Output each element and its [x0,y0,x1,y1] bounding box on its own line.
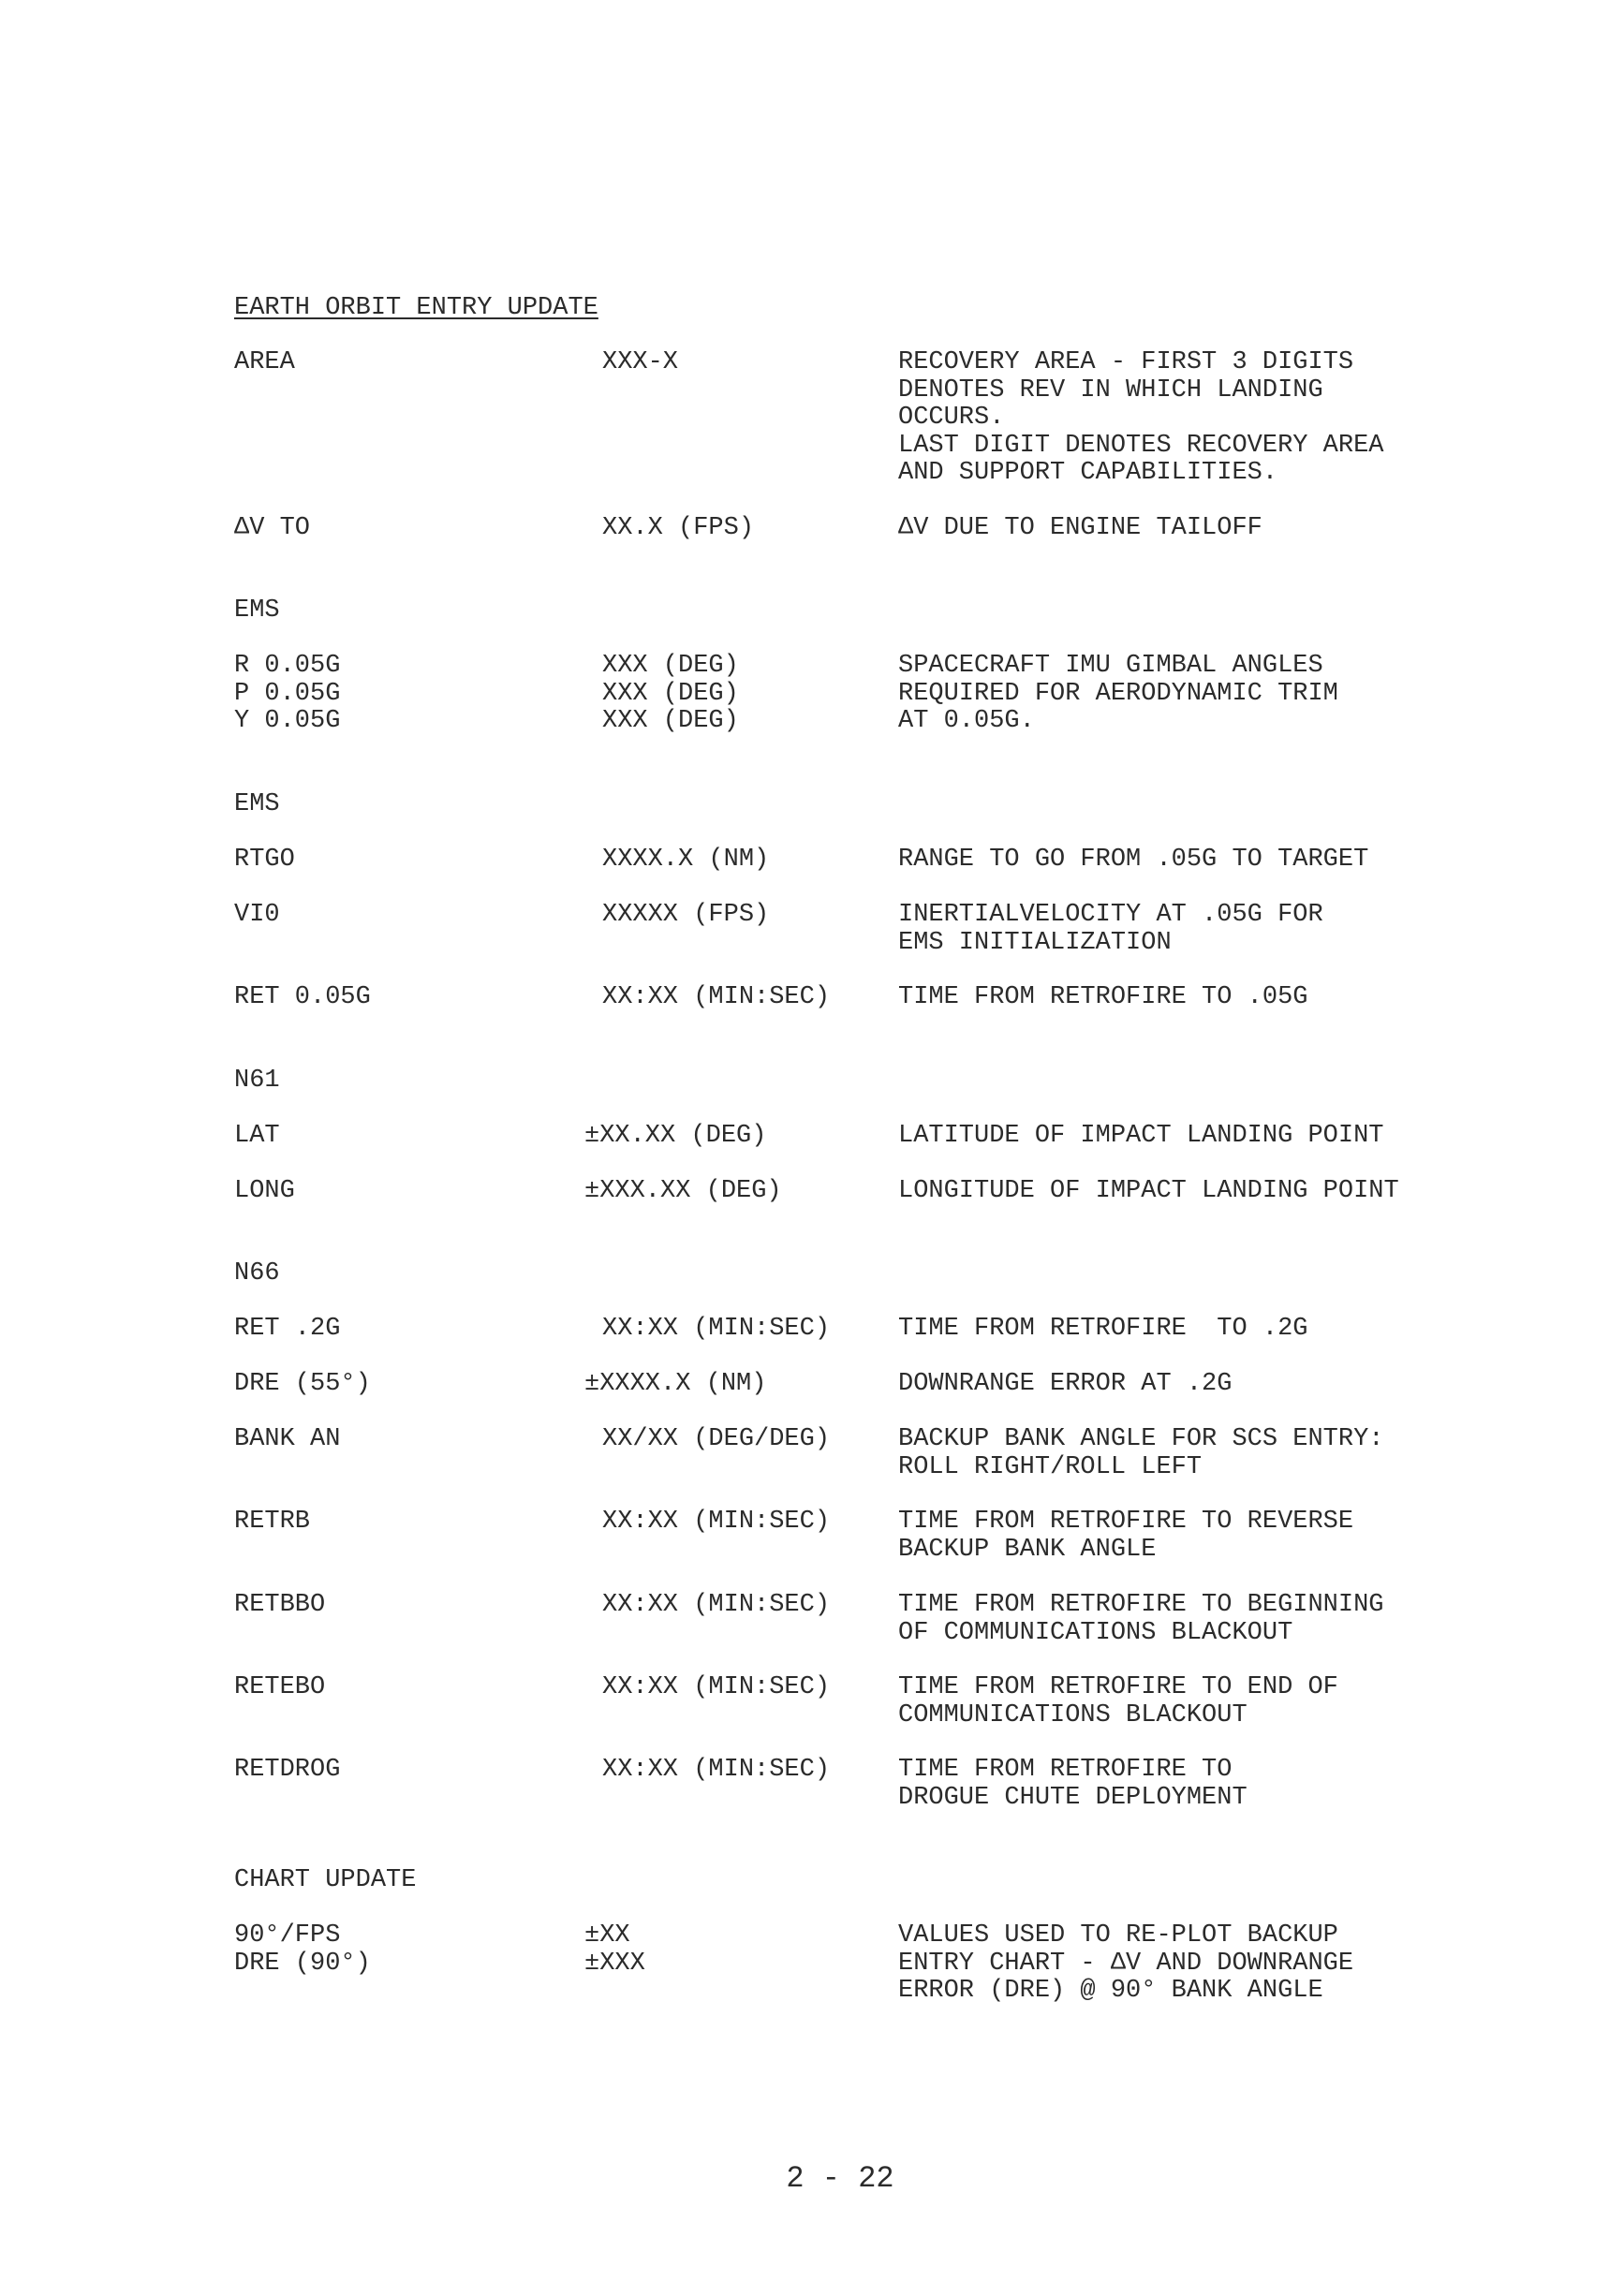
row-retrb-desc: TIME FROM RETROFIRE TO REVERSE BACKUP BANK ANGLE [898,1508,1354,1564]
row-retebo-desc: TIME FROM RETROFIRE TO END OF COMMUNICATIONS BLACKOUT [898,1673,1338,1729]
row-rtgo-label: RTGO [234,846,295,874]
row-retrb-label: RETRB [234,1508,311,1536]
row-lat-desc: LATITUDE OF IMPACT LANDING POINT [898,1122,1384,1150]
row-retbbo-desc: TIME FROM RETROFIRE TO BEGINNING OF COMMUNICATIONS BLACKOUT [898,1591,1384,1647]
row-ret-005g-desc: TIME FROM RETROFIRE TO .05G [898,983,1308,1011]
row-dre-55-desc: DOWNRANGE ERROR AT .2G [898,1370,1233,1398]
row-lat-label: LAT [234,1122,280,1150]
section-heading-ems-2: EMS [234,790,280,818]
row-dre-55-value: ±XXXX.X (NM) [584,1370,767,1398]
page-number: 2 - 22 [786,2161,894,2196]
row-vi0-desc: INERTIALVELOCITY AT .05G FOR EMS INITIALIZATION [898,901,1323,957]
row-bank-an-value: XX/XX (DEG/DEG) [602,1425,831,1453]
row-long-value: ±XXX.XX (DEG) [584,1177,782,1205]
row-gimbal-desc: SPACECRAFT IMU GIMBAL ANGLES REQUIRED FOR AERODYNAMIC TRIM AT 0.05G. [898,652,1338,735]
row-bank-an-desc: BACKUP BANK ANGLE FOR SCS ENTRY: ROLL RIGHT/ROLL LEFT [898,1425,1384,1481]
row-delta-v-to-value: XX.X (FPS) [602,514,755,542]
row-long-desc: LONGITUDE OF IMPACT LANDING POINT [898,1177,1399,1205]
row-ret-2g-desc: TIME FROM RETROFIRE TO .2G [898,1315,1308,1343]
row-ret-005g-label: RET 0.05G [234,983,371,1011]
row-ret-2g-label: RET .2G [234,1315,341,1343]
row-area-desc: RECOVERY AREA - FIRST 3 DIGITS DENOTES REV IN WHICH LANDING OCCURS. LAST DIGIT DENOTES RECOVERY AREA AND SUPPORT CAPABILITIES. [898,348,1384,487]
row-lat-value: ±XX.XX (DEG) [584,1122,767,1150]
row-retebo-value: XX:XX (MIN:SEC) [602,1673,831,1701]
row-bank-an-label: BANK AN [234,1425,341,1453]
row-ret-005g-value: XX:XX (MIN:SEC) [602,983,831,1011]
row-gimbal-values: XXX (DEG) XXX (DEG) XXX (DEG) [602,652,739,735]
row-long-label: LONG [234,1177,295,1205]
row-vi0-value: XXXXX (FPS) [602,901,770,929]
section-heading-n66: N66 [234,1259,280,1288]
row-chart-labels: 90°/FPS DRE (90°) [234,1921,371,1978]
row-delta-v-to-label: ΔV TO [234,514,311,542]
row-rtgo-value: XXXX.X (NM) [602,846,770,874]
row-chart-desc: VALUES USED TO RE-PLOT BACKUP ENTRY CHART - ΔV AND DOWNRANGE ERROR (DRE) @ 90° BANK ANGLE [898,1921,1354,2005]
row-rtgo-desc: RANGE TO GO FROM .05G TO TARGET [898,846,1369,874]
row-chart-values: ±XX ±XXX [584,1921,645,1978]
section-heading-ems: EMS [234,596,280,625]
row-vi0-label: VI0 [234,901,280,929]
page-title: EARTH ORBIT ENTRY UPDATE [234,294,598,322]
row-area-label: AREA [234,348,295,376]
row-retdrog-value: XX:XX (MIN:SEC) [602,1756,831,1784]
row-area-value: XXX-X [602,348,679,376]
section-heading-chart-update: CHART UPDATE [234,1866,417,1894]
row-retbbo-label: RETBBO [234,1591,326,1619]
row-ret-2g-value: XX:XX (MIN:SEC) [602,1315,831,1343]
row-dre-55-label: DRE (55°) [234,1370,371,1398]
row-retdrog-desc: TIME FROM RETROFIRE TO DROGUE CHUTE DEPLOYMENT [898,1756,1248,1812]
row-retbbo-value: XX:XX (MIN:SEC) [602,1591,831,1619]
row-retdrog-label: RETDROG [234,1756,341,1784]
row-retrb-value: XX:XX (MIN:SEC) [602,1508,831,1536]
row-retebo-label: RETEBO [234,1673,326,1701]
section-heading-n61: N61 [234,1067,280,1095]
row-delta-v-to-desc: ΔV DUE TO ENGINE TAILOFF [898,514,1262,542]
row-gimbal-labels: R 0.05G P 0.05G Y 0.05G [234,652,341,735]
